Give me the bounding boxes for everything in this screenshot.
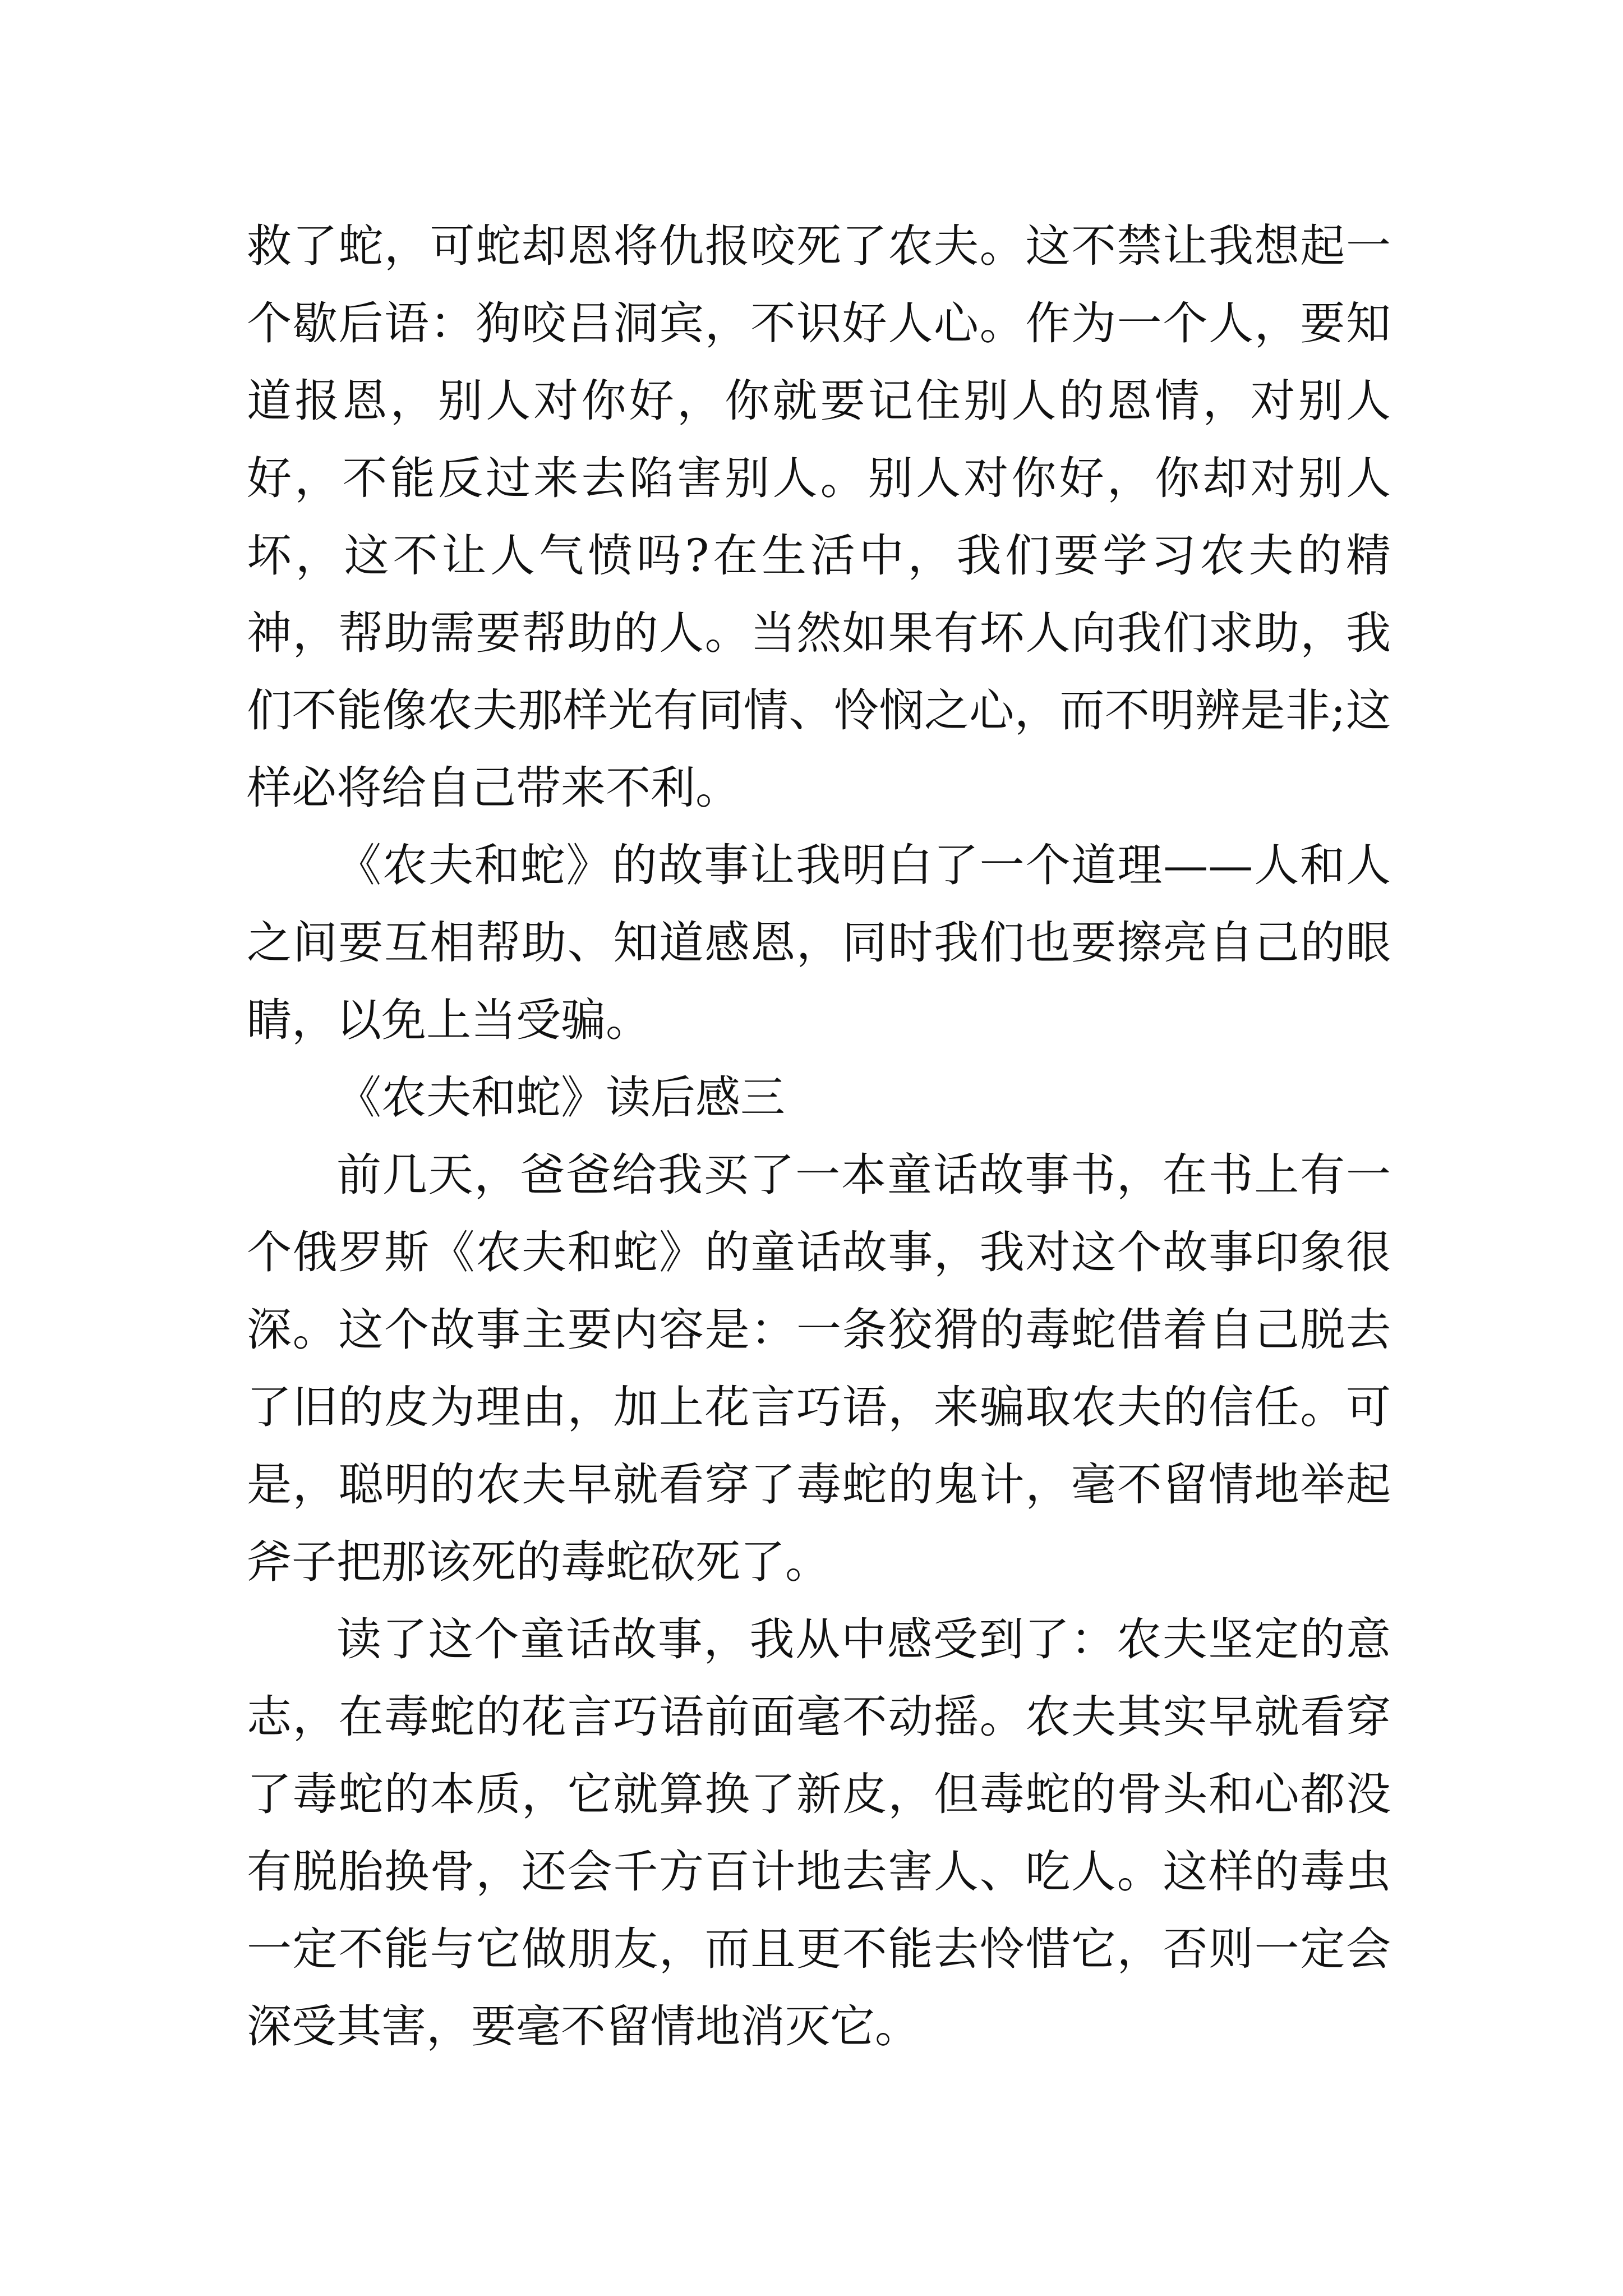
paragraph-4: 读了这个童话故事，我从中感受到了：农夫坚定的意志，在毒蛇的花言巧语前面毫不动摇。农夫其实早就看穿了毒蛇的本质，它就算换了新皮，但毒蛇的骨头和心都没有脱胎换骨，还会千方百计地去害人、吃人。这样的毒虫一定不能与它做朋友，而且更不能去怜惜它，否则一定会深受其害，要毫不留情地消灭它。 (247, 1613, 1391, 2053)
paragraph-3: 前几天，爸爸给我买了一本童话故事书，在书上有一个俄罗斯《农夫和蛇》的童话故事，我对这个故事印象很深。这个故事主要内容是：一条狡猾的毒蛇借着自己脱去了旧的皮为理由，加上花言巧语，来骗取农夫的信任。可是，聪明的农夫早就看穿了毒蛇的鬼计，毫不留情地举起斧子把那该死的毒蛇砍死了。 (247, 1149, 1391, 1588)
document-body (247, 208, 1391, 2065)
paragraph-2: 《农夫和蛇》的故事让我明白了一个道理——人和人之间要互相帮助、知道感恩，同时我们也要擦亮自己的眼睛，以免上当受骗。 (247, 839, 1391, 1046)
paragraph-1: 救了蛇，可蛇却恩将仇报咬死了农夫。这不禁让我想起一个歇后语：狗咬吕洞宾，不识好人心。作为一个人，要知道报恩，别人对你好，你就要记住别人的恩情，对别人好，不能反过来去陷害别人。别人对你好，你却对别人坏，这不让人气愤吗?在生活中，我们要学习农夫的精神，帮助需要帮助的人。当然如果有坏人向我们求助，我们不能像农夫那样光有同情、怜悯之心，而不明辨是非;这样必将给自己带来不利。 (247, 220, 1391, 814)
section-heading: 《农夫和蛇》读后感三 (336, 1071, 785, 1124)
